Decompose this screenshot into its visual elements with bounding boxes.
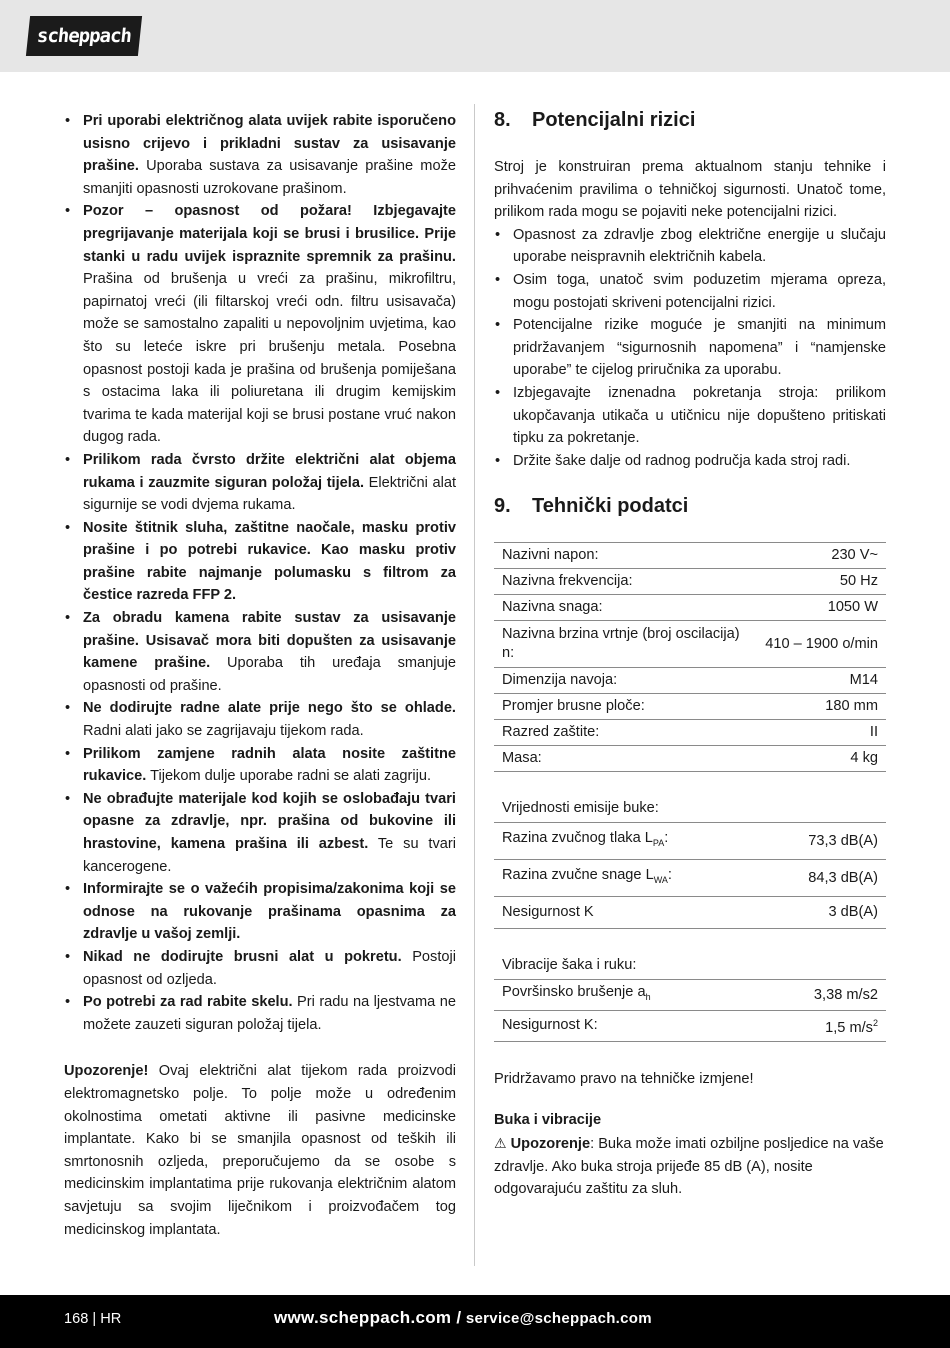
safety-bullet-text: Ne dodirujte radne alate prije nego što se ohlade. <box>83 700 456 717</box>
safety-bullet-item <box>64 946 456 991</box>
noise-label-text: Razina zvučnog tlaka L <box>502 830 653 847</box>
spec-label: Promjer brusne ploče: <box>494 694 757 720</box>
safety-bullet-text: Prilikom rada čvrsto držite električni alat objema rukama i zauzmite siguran položaj tijela. <box>83 451 456 491</box>
spec-row <box>494 543 886 569</box>
spec-label: Nazivni napon: <box>494 543 757 569</box>
spec-value: 1050 W <box>757 595 886 621</box>
safety-bullet-text: Radni alati jako se zagrijavaju tijekom rada. <box>83 723 364 740</box>
risk-bullet-item: • Izbjegavajte iznenadna pokretanja stroja: prilikom ukopčavanja utikača u utičnicu nije dopušteno pritiskati tipku za pokretanje. <box>494 382 886 450</box>
spec-label: Razred zaštite: <box>494 720 757 746</box>
noise-row <box>494 897 886 929</box>
right-column <box>494 106 886 1201</box>
spec-label: Nazivna snaga: <box>494 595 757 621</box>
column-divider <box>474 104 475 1266</box>
vibration-value <box>758 1011 886 1042</box>
emf-warning-text: Ovaj električni alat tijekom rada proizvodi elektromagnetsko polje. To polje može u određenim okolnostima ometati aktivne ili pasivne medicinske implantate. Kako bi se smanjila opasnost od teških ili smrtonosnih ozljeda, preporučujemo da se osobe s medicinskim implantatima prije rukovanja električnim alatom savjetuju sa svojim liječnikom i proizvođačem tog medicinskog implantata. <box>64 1063 456 1238</box>
safety-bullet-text: Tijekom dulje uporabe radni se alati zagriju. <box>146 768 432 785</box>
safety-bullet-text: Nosite štitnik sluha, zaštitne naočale, masku protiv prašine i po potrebi rukavice. Kao masku protiv prašine rabite najmanje polumasku s filtrom za čestice razreda FFP 2. <box>83 519 456 604</box>
noise-label-text: Razina zvučne snage L <box>502 867 654 884</box>
page-number: 168 | HR <box>64 1311 122 1327</box>
safety-bullet-text: Po potrebi za rad rabite skelu. <box>83 994 293 1011</box>
safety-bullet-item <box>64 878 456 946</box>
scheppach-logo: scheppach <box>26 16 142 56</box>
noise-label-subscript: PA <box>652 838 665 849</box>
noise-heading: Vrijednosti emisije buke: <box>502 800 659 817</box>
noise-label-text: Nesigurnost K <box>502 904 594 921</box>
vibration-row <box>494 1011 886 1042</box>
risk-bullet-item: • Potencijalne rizike moguće je smanjiti na minimum pridržavanjem “sigurnosnih napomena” i “namjenske uporabe” te cijelog priručnika za uporabu. <box>494 314 886 382</box>
spec-label: Nazivna brzina vrtnje (broj oscilacija) n: <box>494 621 757 668</box>
vibration-value <box>758 980 886 1011</box>
safety-bullet-item <box>64 607 456 697</box>
safety-bullet-text: Prilikom zamjene radnih alata nosite zaštitne rukavice. <box>83 745 456 785</box>
noise-vibration-title: Buka i vibracije <box>494 1112 602 1129</box>
safety-bullet-text: Te su tvari kancerogene. <box>83 836 456 875</box>
section-8-number: 8. <box>494 109 511 131</box>
spec-label: Dimenzija navoja: <box>494 668 757 694</box>
section-9-title: Tehnički podatci <box>532 495 689 518</box>
safety-bullet-item <box>64 517 456 607</box>
noise-label <box>494 897 762 929</box>
safety-bullet-item <box>64 449 456 517</box>
risk-bullet-list <box>494 224 886 473</box>
noise-value: 84,3 dB(A) <box>762 860 886 897</box>
section-8-intro: Stroj je konstruiran prema aktualnom stanju tehnike i prihvaćenim pravilima o tehničkoj sigurnosti. Unatoč tome, prilikom rada mogu se pojaviti neke potencijalni rizici. <box>494 159 886 221</box>
risk-bullet-item: • Osim toga, unatoč svim poduzetim mjerama opreza, mogu postojati skriveni potencijalni rizici. <box>494 269 886 314</box>
page-footer <box>0 1295 950 1348</box>
emf-warning-paragraph <box>64 1060 456 1241</box>
safety-bullet-text: Informirajte se o važećih propisima/zakonima koji se odnose na rukovanje prašinama opasnima za zdravlje u vašoj zemlji. <box>83 881 456 943</box>
noise-label-suffix: : <box>664 830 669 847</box>
safety-bullet-item <box>64 200 456 449</box>
risk-bullet-item: • Držite šake dalje od radnog područja kada stroj radi. <box>494 450 886 473</box>
safety-bullet-item <box>64 743 456 788</box>
safety-bullet-item <box>64 697 456 742</box>
section-9-heading <box>494 492 886 520</box>
noise-warning-paragraph <box>494 1132 886 1201</box>
safety-bullet-text: Ne obrađujte materijale kod kojih se oslobađaju tvari opasne za zdravlje, npr. prašina od bukovine ili hrastovine, kamena prašina ili azbest. <box>83 790 456 852</box>
safety-bullet-text: Uporaba tih uređaja smanjuje opasnosti od prašine. <box>83 655 456 694</box>
vibration-label <box>494 980 758 1011</box>
noise-row <box>494 823 886 860</box>
page-header <box>0 0 950 72</box>
left-column <box>64 110 456 1241</box>
noise-label <box>494 860 762 897</box>
vibration-label <box>494 1011 758 1042</box>
spec-row <box>494 746 886 772</box>
safety-bullet-text: Električni alat sigurnije se vodi dvjema rukama. <box>83 474 456 514</box>
safety-bullet-text: Prašina od brušenja u vreći za prašinu, mikrofiltru, papirnatoj vreći (ili filtarskoj vreći odn. filtru usisavača) može se samostalno zapaliti u nepovoljnim uvjetima, kao što su leteće iskre pri brušenju metala. Posebna opasnost postoji kada je prašina od brušenja pomiješana s ostacima laka ili poliuretana ili drugim kemijskim tvarima te kada materijal koji se brusi postane vruć nakon dugog rada. <box>83 271 456 446</box>
spec-value: 4 kg <box>757 746 886 772</box>
noise-label-suffix: : <box>667 867 672 884</box>
website-link[interactable]: www.scheppach.com / <box>274 1308 462 1327</box>
spec-row <box>494 668 886 694</box>
spec-row <box>494 694 886 720</box>
vibration-row <box>494 980 886 1011</box>
spec-table <box>494 542 886 772</box>
vibration-value-superscript: 2 <box>872 1018 878 1029</box>
spec-row <box>494 621 886 668</box>
vibration-table <box>494 953 886 1042</box>
safety-bullet-item <box>64 991 456 1036</box>
spec-label: Nazivna frekvencija: <box>494 569 757 595</box>
spec-value: 180 mm <box>757 694 886 720</box>
vibration-label-text: Nesigurnost K: <box>502 1017 598 1034</box>
noise-table <box>494 796 886 929</box>
section-8-title: Potencijalni rizici <box>532 109 696 131</box>
safety-bullet-item <box>64 788 456 878</box>
spec-row <box>494 595 886 621</box>
noise-row <box>494 860 886 897</box>
spec-value: 50 Hz <box>757 569 886 595</box>
safety-bullet-text: Uporaba sustava za usisavanje prašine može smanjiti opasnosti uzrokovane prašinom. <box>83 158 456 197</box>
safety-bullet-text: Izbjegavajte pregrijavanje materijala koji se brusi i brusilice. Prije stanki u radu uvijek ispraznite spremnik za prašinu. <box>83 203 456 265</box>
noise-value: 73,3 dB(A) <box>762 823 886 860</box>
spec-value: II <box>757 720 886 746</box>
spec-row <box>494 569 886 595</box>
noise-value: 3 dB(A) <box>762 897 886 929</box>
spec-value: 410 – 1900 o/min <box>757 621 886 668</box>
vibration-label-text: Površinsko brušenje a <box>502 984 646 1001</box>
rights-note: Pridržavamo pravo na tehničke izmjene! <box>494 1070 754 1087</box>
noise-warning-label: Upozorenje <box>510 1136 591 1153</box>
spec-value: 230 V~ <box>757 543 886 569</box>
warning-triangle-icon: ⚠ <box>494 1135 507 1152</box>
risk-bullet-item: • Opasnost za zdravlje zbog električne energije u slučaju uporabe neispravnih električnih kabela. <box>494 224 886 269</box>
spec-value: M14 <box>757 668 886 694</box>
safety-bullet-text: Za obradu kamena rabite sustav za usisavanje prašine. Usisavač mora biti dopušten za usisavanje kamene prašine. <box>83 610 456 672</box>
vibration-value-text: 1,5 m/s <box>825 1019 873 1036</box>
safety-bullet-list <box>64 110 456 1036</box>
noise-label-subscript: WA <box>653 875 668 886</box>
safety-bullet-text: Nikad ne dodirujte brusni alat u pokretu. <box>83 948 402 965</box>
safety-bullet-text: Pri uporabi električnog alata uvijek rabite isporučeno usisno crijevo i prikladni sustav za usisavanje prašine. <box>83 113 456 175</box>
noise-warning-text: : Buka može imati ozbiljne posljedice na vaše zdravlje. Ako buka stroja prijeđe 85 dB (A), nosite odgovarajuću zaštitu za sluh. <box>494 1136 884 1198</box>
safety-bullet-text: Pri radu na ljestvama ne možete zauzeti siguran položaj tijela. <box>83 994 456 1033</box>
noise-label <box>494 823 762 860</box>
vibration-heading: Vibracije šaka i ruku: <box>502 957 637 974</box>
vibration-value-text: 3,38 m/s2 <box>813 986 878 1003</box>
safety-bullet-text: Pozor – opasnost od požara! <box>83 203 352 220</box>
safety-bullet-text: Postoji opasnost od ozljeda. <box>83 948 456 988</box>
email-link[interactable]: service@scheppach.com <box>461 1310 652 1327</box>
vibration-label-subscript: h <box>645 992 651 1003</box>
footer-contact <box>274 1308 652 1328</box>
spec-label: Masa: <box>494 746 757 772</box>
emf-warning-label: Upozorenje! <box>64 1063 149 1080</box>
section-8-heading <box>494 106 886 134</box>
section-9-number: 9. <box>494 495 511 518</box>
safety-bullet-item <box>64 110 456 200</box>
spec-row <box>494 720 886 746</box>
